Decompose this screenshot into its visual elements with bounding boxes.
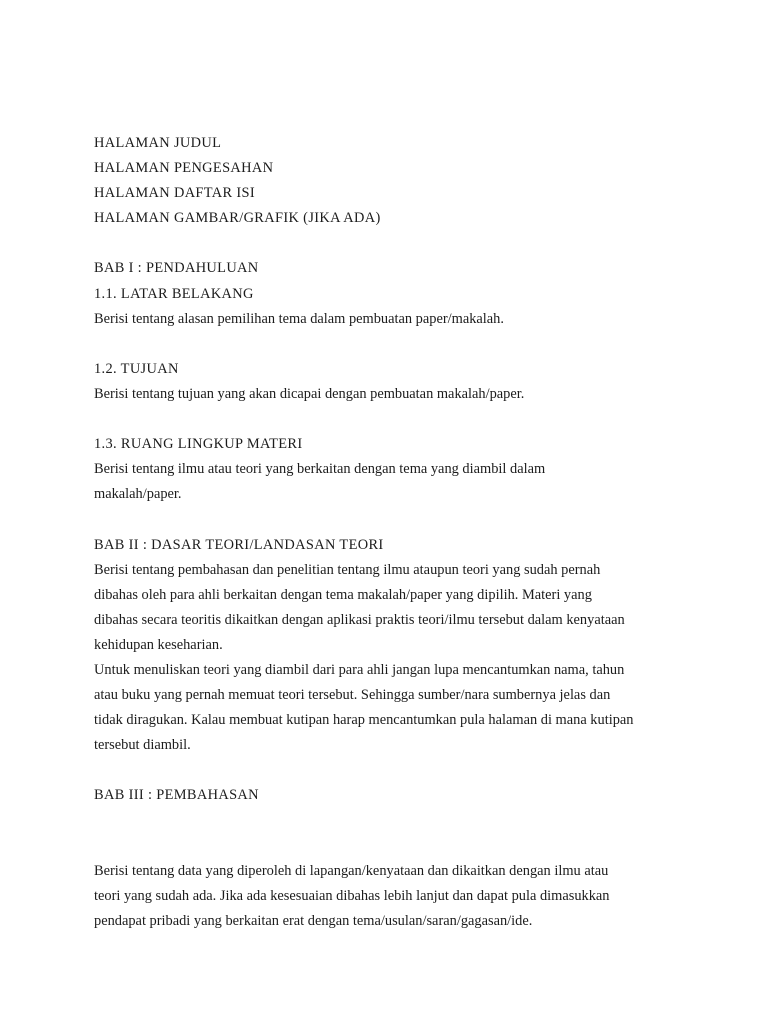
bab3-title: BAB III : PEMBAHASAN [94, 787, 259, 804]
bab2-body-line: dibahas oleh para ahli berkaitan dengan tema makalah/paper yang dipilih. Materi yang [94, 586, 592, 603]
bab3-body-line: pendapat pribadi yang berkaitan erat dengan tema/usulan/saran/gagasan/ide. [94, 912, 533, 929]
section-1-3-body-line: Berisi tentang ilmu atau teori yang berkaitan dengan tema yang diambil dalam [94, 461, 546, 478]
section-1-2-body-line: Berisi tentang tujuan yang akan dicapai dengan pembuatan makalah/paper. [94, 385, 525, 402]
bab2-body-line: tersebut diambil. [94, 737, 191, 754]
section-1-3-body-line: makalah/paper. [94, 486, 182, 503]
bab2-title: BAB II : DASAR TEORI/LANDASAN TEORI [94, 536, 384, 553]
blank-line [94, 332, 694, 357]
bab2-body-line: dibahas secara teoritis dikaitkan dengan aplikasi praktis teori/ilmu tersebut dalam kenyataan [94, 611, 625, 628]
document-body [94, 131, 694, 934]
section-1-2-title: 1.2. TUJUAN [94, 360, 179, 377]
front-matter-gambar-grafik: HALAMAN GAMBAR/GRAFIK (JIKA ADA) [94, 210, 381, 227]
blank-line [94, 231, 694, 256]
section-1-3-title: 1.3. RUANG LINGKUP MATERI [94, 436, 303, 453]
blank-line [94, 834, 694, 859]
bab3-body-line: teori yang sudah ada. Jika ada kesesuaian dibahas lebih lanjut dan dapat pula dimasukkan [94, 887, 610, 904]
bab2-body-line: Untuk menuliskan teori yang diambil dari para ahli jangan lupa mencantumkan nama, tahun [94, 661, 625, 678]
section-1-1-title: 1.1. LATAR BELAKANG [94, 285, 254, 302]
blank-line [94, 407, 694, 432]
bab2-body-line: kehidupan keseharian. [94, 636, 223, 653]
bab2-body-line: Berisi tentang pembahasan dan penelitian tentang ilmu ataupun teori yang sudah pernah [94, 561, 601, 578]
blank-line [94, 758, 694, 783]
front-matter-judul: HALAMAN JUDUL [94, 135, 222, 151]
section-1-1-body-line: Berisi tentang alasan pemilihan tema dalam pembuatan paper/makalah. [94, 310, 504, 327]
front-matter-pengesahan: HALAMAN PENGESAHAN [94, 160, 274, 177]
front-matter-daftar-isi: HALAMAN DAFTAR ISI [94, 185, 256, 202]
blank-line [94, 809, 694, 834]
bab2-body-line: tidak diragukan. Kalau membuat kutipan harap mencantumkan pula halaman di mana kutipan [94, 712, 634, 729]
bab1-title: BAB I : PENDAHULUAN [94, 260, 259, 277]
bab2-body-line: atau buku yang pernah memuat teori tersebut. Sehingga sumber/nara sumbernya jelas dan [94, 687, 611, 704]
blank-line [94, 507, 694, 532]
bab3-body-line: Berisi tentang data yang diperoleh di lapangan/kenyataan dan dikaitkan dengan ilmu atau [94, 862, 609, 879]
